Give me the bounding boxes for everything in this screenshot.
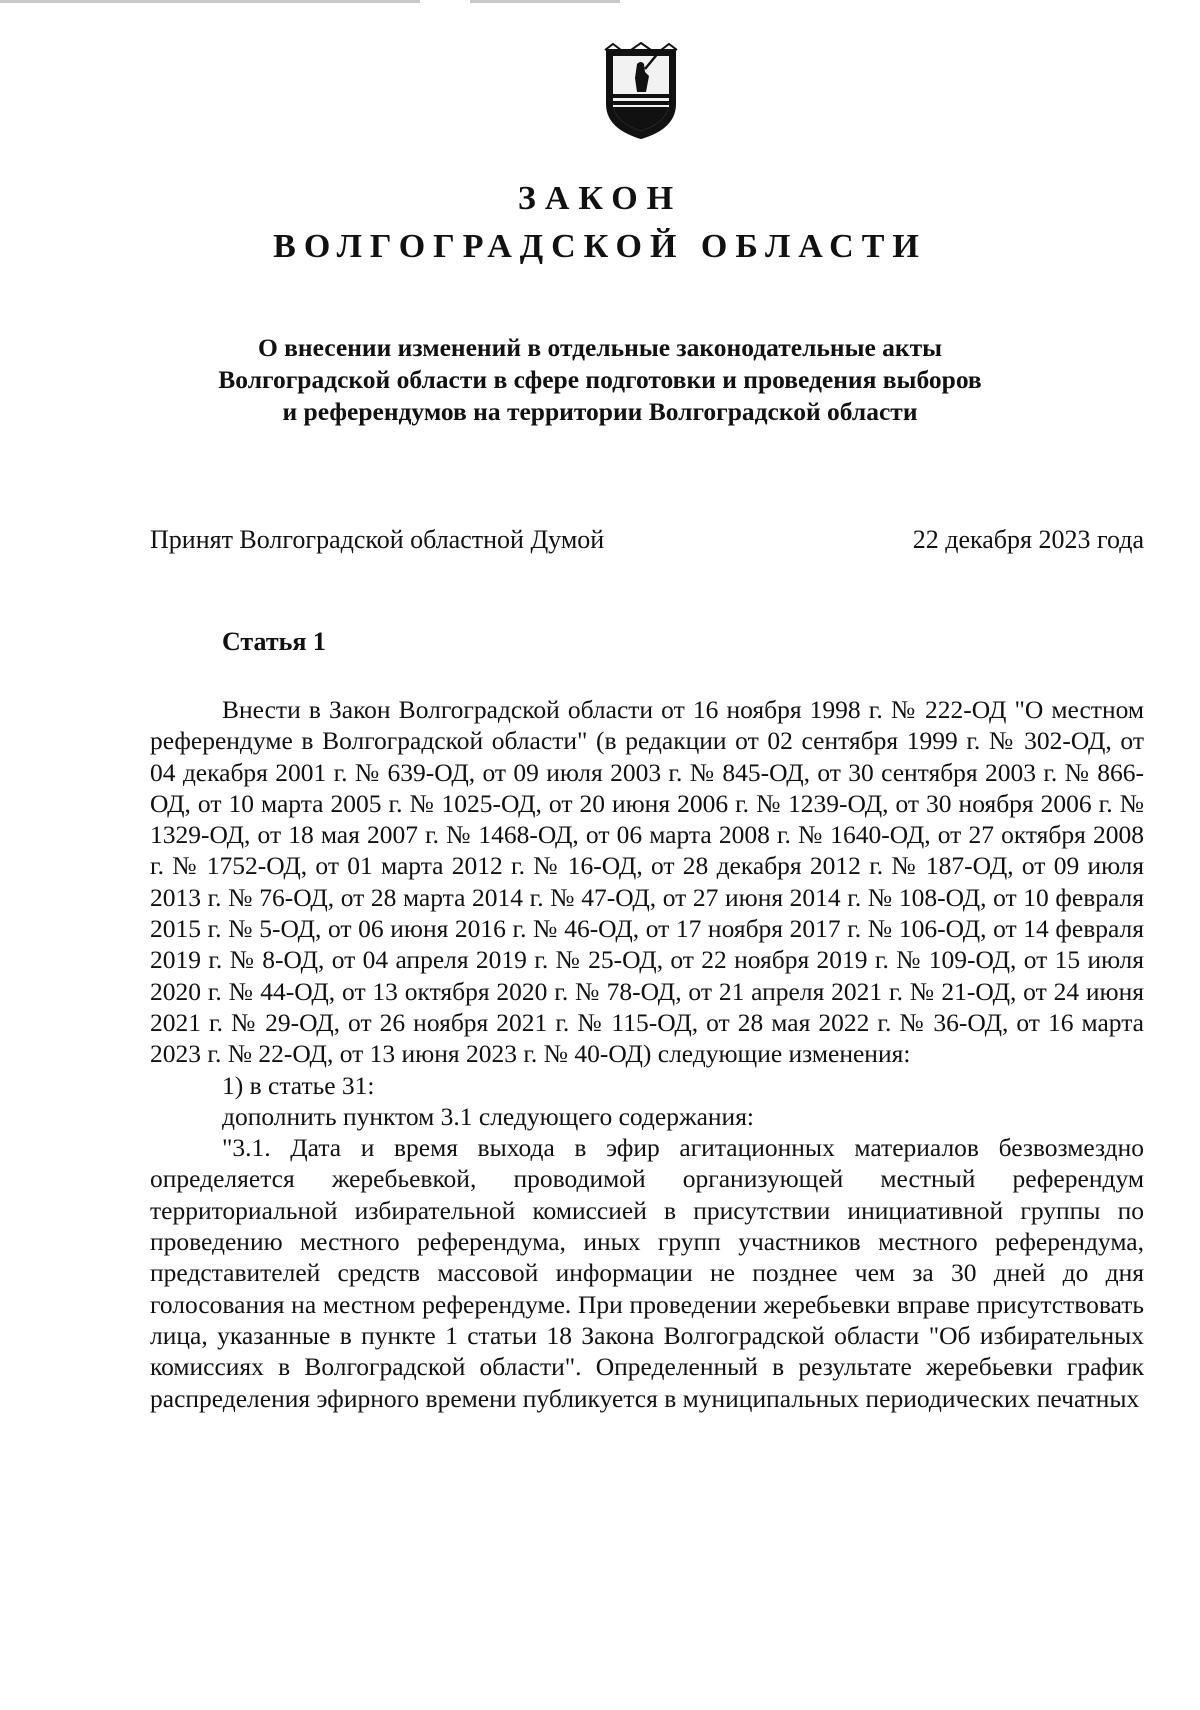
law-subject-line: Волгоградской области в сфере подготовки и проведения выборов [218, 365, 982, 394]
scan-edge-line [470, 0, 620, 3]
adoption-line [150, 525, 1144, 555]
document-type-title: ЗАКОН [517, 180, 683, 217]
article-heading: Статья 1 [222, 627, 326, 656]
law-subject-line: и референдумов на территории Волгоградской области [282, 397, 918, 426]
adopted-by: Принят Волгоградской областной Думой [150, 525, 605, 554]
paragraph: дополнить пунктом 3.1 следующего содержания: [222, 1101, 755, 1131]
scan-edge-line [0, 0, 420, 3]
paragraph: 1) в статье 31: [222, 1070, 375, 1100]
adoption-date: 22 декабря 2023 года [912, 525, 1144, 554]
coat-of-arms-icon [601, 42, 681, 142]
article-body [150, 694, 1144, 1414]
paragraph: Внести в Закон Волгоградской области от 16 ноября 1998 г. № 222-ОД "О местном референдуме в Волгоградской области" (в редакции от 02 сентября 1999 г. № 302-ОД, от 04 декабря 2001 г. № 639-ОД, от 09 июля 2003 г. № 845-ОД, от 30 сентября 2003 г. № 866-ОД, от 10 марта 2005 г. № 1025-ОД, от 20 июня 2006 г. № 1239-ОД, от 30 ноября 2006 г. № 1329-ОД, от 18 мая 2007 г. № 1468-ОД, от 06 марта 2008 г. № 1640-ОД, от 27 октября 2008 г. № 1752-ОД, от 01 марта 2012 г. № 16-ОД, от 28 декабря 2012 г. № 187-ОД, от 09 июля 2013 г. № 76-ОД, от 28 марта 2014 г. № 47-ОД, от 27 июня 2014 г. № 108-ОД, от 10 февраля 2015 г. № 5-ОД, от 06 июня 2016 г. № 46-ОД, от 17 ноября 2017 г. № 106-ОД, от 14 февраля 2019 г. № 8-ОД, от 04 апреля 2019 г. № 25-ОД, от 22 ноября 2019 г. № 109-ОД, от 15 июля 2020 г. № 44-ОД, от 13 октября 2020 г. № 78-ОД, от 21 апреля 2021 г. № 21-ОД, от 24 июня 2021 г. № 29-ОД, от 26 ноября 2021 г. № 115-ОД, от 28 мая 2022 г. № 36-ОД, от 16 марта 2023 г. № 22-ОД, от 13 июня 2023 г. № 40-ОД) следующие изменения: [150, 695, 1144, 1069]
paragraph: "3.1. Дата и время выхода в эфир агитационных материалов безвозмездно определяется жеребьевкой, проводимой организующей местный референдум территориальной избирательной комиссией в присутствии инициативной группы по проведению местного референдума, иных групп участников местного референдума, представителей средств массовой информации не позднее чем за 30 дней до дня голосования на местном референдуме. При проведении жеребьевки вправе присутствовать лица, указанные в пункте 1 статьи 18 Закона Волгоградской области "Об избирательных комиссиях в Волгоградской области". Определенный в результате жеребьевки график распределения эфирного времени публикуется в муниципальных периодических печатных [150, 1133, 1144, 1413]
law-subject-line: О внесении изменений в отдельные законодательные акты [257, 333, 943, 362]
region-title: ВОЛГОГРАДСКОЙ ОБЛАСТИ [273, 228, 927, 265]
law-subject [150, 332, 1050, 428]
